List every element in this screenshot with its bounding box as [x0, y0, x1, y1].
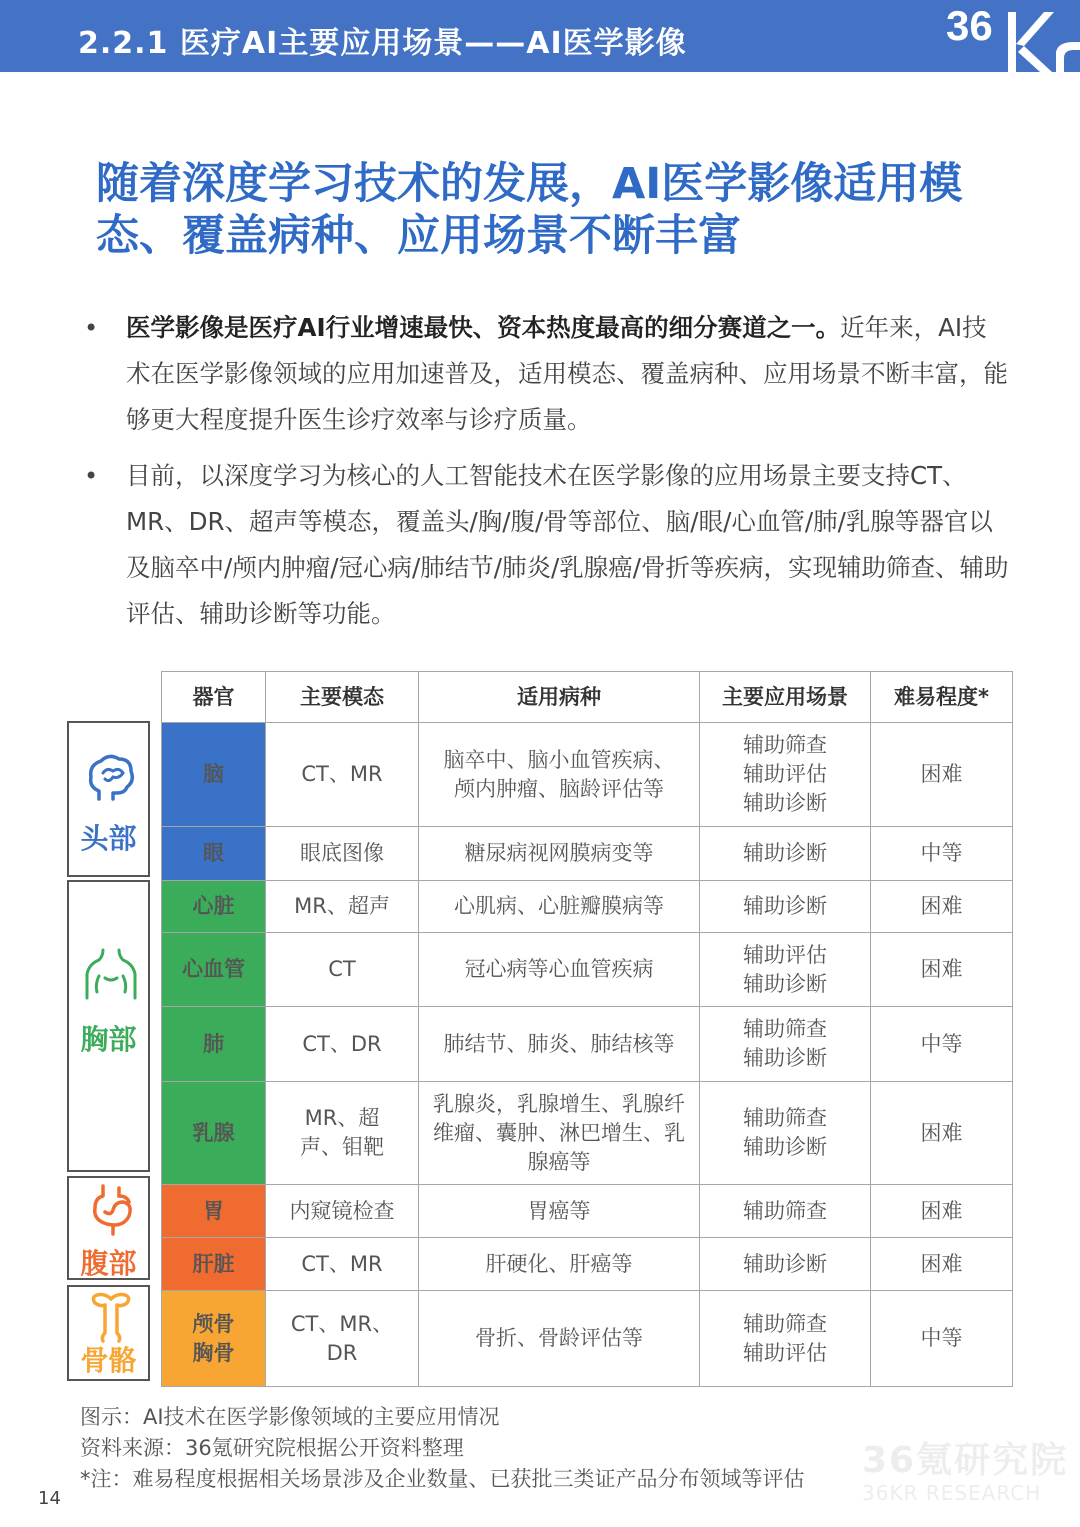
- brain-icon: [83, 751, 139, 807]
- region-label: 骨骼: [80, 1344, 137, 1377]
- modality-cell: CT、DR: [266, 1007, 419, 1082]
- modality-cell: 眼底图像: [266, 827, 419, 881]
- table-row: [162, 827, 1013, 881]
- bullet-item: [80, 305, 1010, 443]
- modality-cell: CT、MR: [266, 1238, 419, 1291]
- organ-cell: 肝脏: [162, 1238, 266, 1291]
- diseases-cell: 胃癌等: [419, 1185, 700, 1238]
- chest-icon: [83, 948, 139, 1004]
- region-bone: [67, 1285, 150, 1381]
- stomach-icon: [83, 1182, 139, 1238]
- page-headline: 随着深度学习技术的发展，AI医学影像适用模态、覆盖病种、应用场景不断丰富: [96, 159, 963, 261]
- column-header: 适用病种: [419, 672, 700, 723]
- bullet-item: [80, 453, 1010, 637]
- watermark-en: 36KR RESEARCH: [862, 1481, 1042, 1505]
- bullet-bold-text: 医学影像是医疗AI行业增速最快、资本热度最高的细分赛道之一。: [126, 313, 841, 342]
- column-header: 器官: [162, 672, 266, 723]
- scenarios-cell: 辅助诊断: [700, 881, 871, 933]
- scenarios-cell: 辅助筛查 辅助评估 辅助诊断: [700, 723, 871, 827]
- table-row: [162, 1291, 1013, 1387]
- modality-cell: MR、超声: [266, 881, 419, 933]
- scenarios-cell: 辅助诊断: [700, 1238, 871, 1291]
- region-abdomen: [67, 1176, 150, 1280]
- organ-cell: 脑: [162, 723, 266, 827]
- diseases-cell: 骨折、骨龄评估等: [419, 1291, 700, 1387]
- table-row: [162, 1185, 1013, 1238]
- table-row: [162, 723, 1013, 827]
- diseases-cell: 脑卒中、脑小血管疾病、颅内肿瘤、脑龄评估等: [419, 723, 700, 827]
- difficulty-cell: 困难: [871, 933, 1013, 1007]
- difficulty-cell: 困难: [871, 1238, 1013, 1291]
- modality-cell: 内窥镜检查: [266, 1185, 419, 1238]
- scenarios-cell: 辅助筛查 辅助诊断: [700, 1082, 871, 1185]
- region-chest: [67, 880, 150, 1172]
- scenarios-cell: 辅助筛查 辅助评估: [700, 1291, 871, 1387]
- page-number: 14: [38, 1488, 61, 1509]
- bullet-text: 目前，以深度学习为核心的人工智能技术在医学影像的应用场景主要支持CT、MR、DR、超声等模态，覆盖头/胸/腹/骨等部位、脑/眼/心血管/肺/乳腺等器官以及脑卒中/颅内肿瘤/冠心病/肺结节/肺炎/乳腺癌/骨折等疾病，实现辅助筛查、辅助评估、辅助诊断等功能。: [126, 461, 1009, 628]
- bullet-dot: •: [84, 462, 99, 490]
- difficulty-cell: 困难: [871, 1185, 1013, 1238]
- difficulty-cell: 中等: [871, 1291, 1013, 1387]
- figure-notes: [80, 1402, 805, 1495]
- table-header-row: [162, 672, 1013, 723]
- bullet-dot: •: [84, 314, 99, 342]
- organ-cell: 眼: [162, 827, 266, 881]
- diseases-cell: 糖尿病视网膜病变等: [419, 827, 700, 881]
- diseases-cell: 冠心病等心血管疾病: [419, 933, 700, 1007]
- organ-cell: 胃: [162, 1185, 266, 1238]
- scenarios-cell: 辅助筛查 辅助诊断: [700, 1007, 871, 1082]
- difficulty-cell: 中等: [871, 827, 1013, 881]
- bullet-text: 近年来，AI技术在医学影像领域的应用加速普及，适用模态、覆盖病种、应用场景不断丰富，能够更大程度提升医生诊疗效率与诊疗质量。: [126, 313, 1008, 434]
- footnote: *注：难易程度根据相关场景涉及企业数量、已获批三类证产品分布领域等评估: [80, 1467, 805, 1491]
- difficulty-cell: 困难: [871, 723, 1013, 827]
- table-row: [162, 1082, 1013, 1185]
- modality-cell: MR、超声、钼靶: [266, 1082, 419, 1185]
- region-head: [67, 721, 150, 877]
- organ-cell: 肺: [162, 1007, 266, 1082]
- organ-cell: 心血管: [162, 933, 266, 1007]
- organ-cell: 乳腺: [162, 1082, 266, 1185]
- region-label: 头部: [80, 822, 137, 855]
- diseases-cell: 肺结节、肺炎、肺结核等: [419, 1007, 700, 1082]
- bone-icon: [83, 1289, 139, 1345]
- svg-text:36: 36: [946, 2, 993, 49]
- watermark: [862, 1432, 1068, 1505]
- difficulty-cell: 困难: [871, 1082, 1013, 1185]
- table-row: [162, 933, 1013, 1007]
- imaging-applications-table: [161, 671, 1013, 1387]
- figure-caption: 图示：AI技术在医学影像领域的主要应用情况: [80, 1405, 500, 1429]
- diseases-cell: 乳腺炎，乳腺增生、乳腺纤维瘤、囊肿、淋巴增生、乳腺癌等: [419, 1082, 700, 1185]
- scenarios-cell: 辅助评估 辅助诊断: [700, 933, 871, 1007]
- modality-cell: CT、MR、DR: [266, 1291, 419, 1387]
- source-note: 资料来源：36氪研究院根据公开资料整理: [80, 1436, 464, 1460]
- diseases-cell: 心肌病、心脏瓣膜病等: [419, 881, 700, 933]
- modality-cell: CT、MR: [266, 723, 419, 827]
- modality-cell: CT: [266, 933, 419, 1007]
- organ-cell: 颅骨 胸骨: [162, 1291, 266, 1387]
- table-row: [162, 881, 1013, 933]
- table-row: [162, 1007, 1013, 1082]
- column-header: 主要应用场景: [700, 672, 871, 723]
- region-label: 腹部: [80, 1247, 137, 1280]
- column-header: 主要模态: [266, 672, 419, 723]
- page-header: [0, 0, 1080, 72]
- region-label: 胸部: [80, 1023, 137, 1056]
- difficulty-cell: 中等: [871, 1007, 1013, 1082]
- bullet-list: [80, 305, 1010, 647]
- diseases-cell: 肝硬化、肝癌等: [419, 1238, 700, 1291]
- scenarios-cell: 辅助诊断: [700, 827, 871, 881]
- watermark-cn: 36氪研究院: [862, 1440, 1069, 1481]
- 36kr-logo: [940, 0, 1080, 72]
- section-title: 2.2.1 医疗AI主要应用场景——AI医学影像: [78, 26, 687, 61]
- difficulty-cell: 困难: [871, 881, 1013, 933]
- organ-cell: 心脏: [162, 881, 266, 933]
- scenarios-cell: 辅助筛查: [700, 1185, 871, 1238]
- table-row: [162, 1238, 1013, 1291]
- column-header: 难易程度*: [871, 672, 1013, 723]
